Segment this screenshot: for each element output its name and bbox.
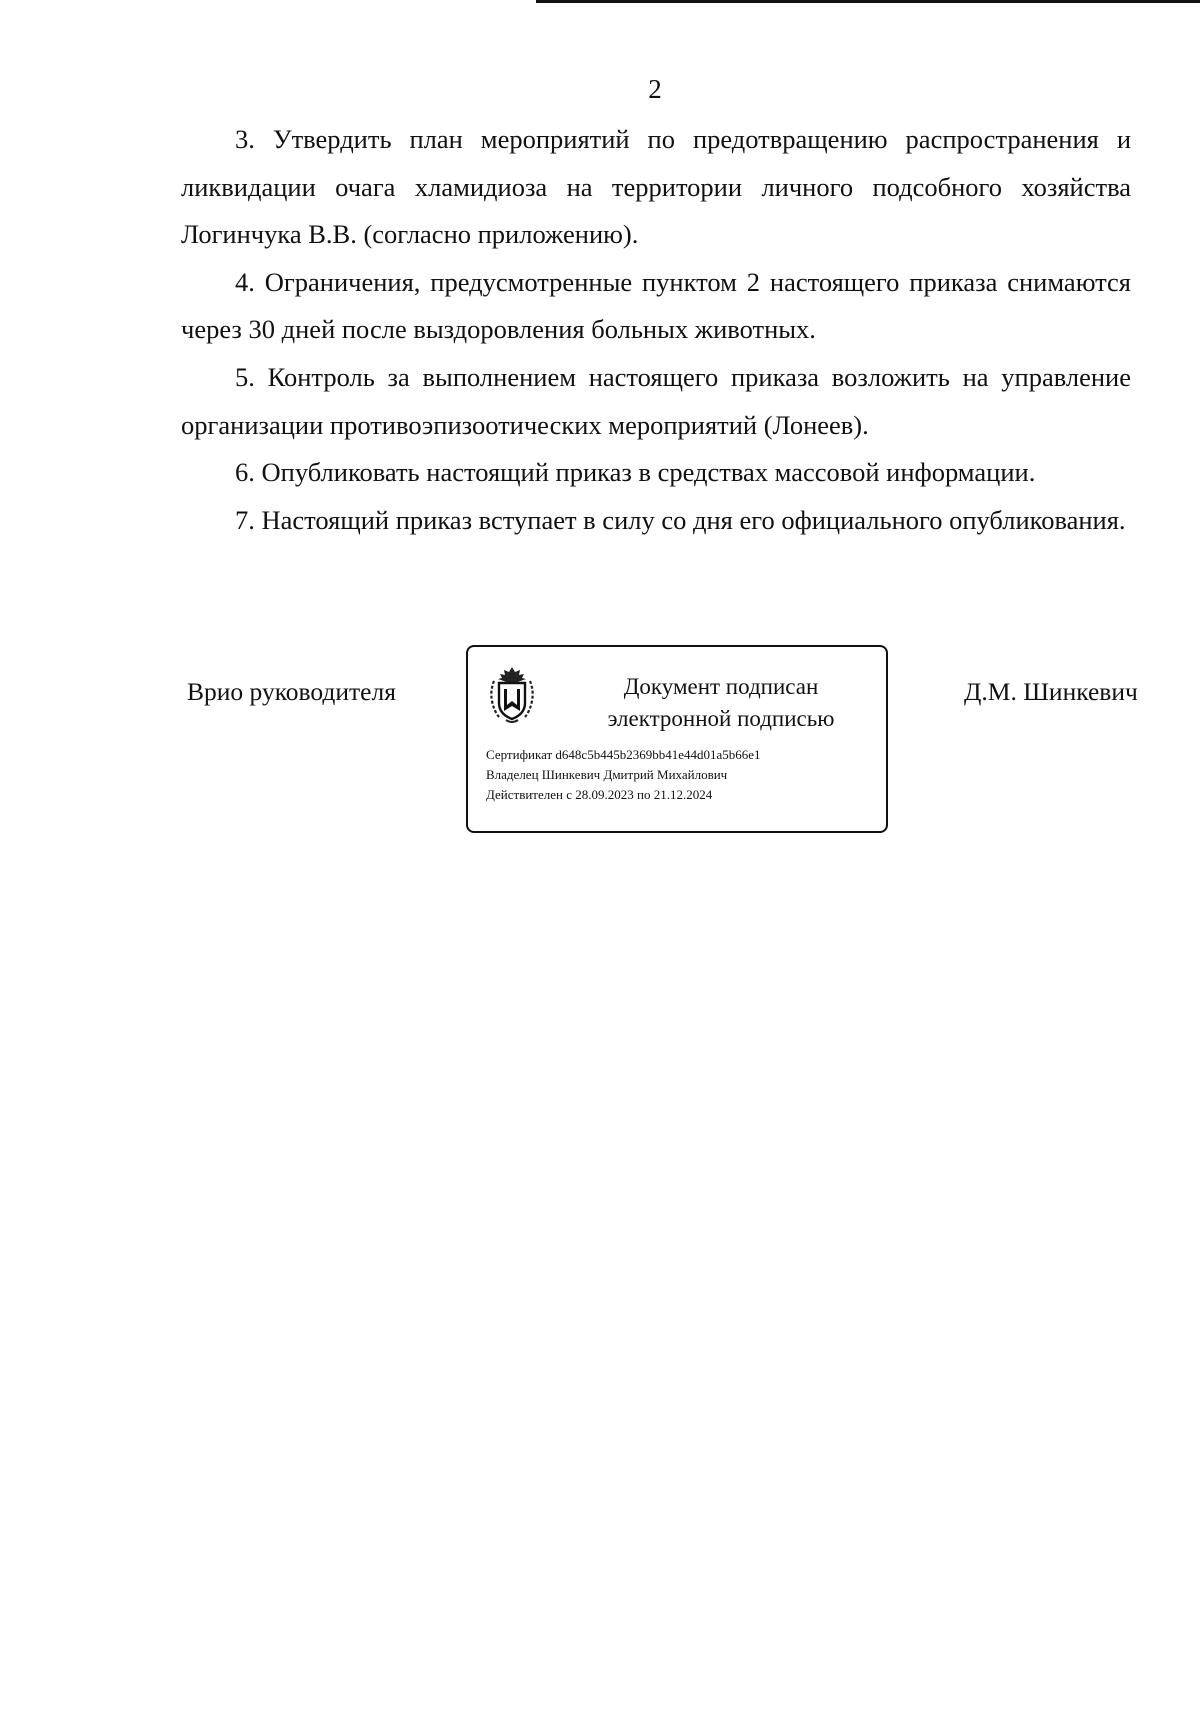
certificate-validity: Действителен с 28.09.2023 по 21.12.2024 — [486, 787, 713, 802]
signer-name: Д.М. Шинкевич — [964, 677, 1138, 706]
certificate-number: Сертификат d648c5b445b2369bb41e44d01a5b66e1 — [486, 747, 761, 762]
paragraph-4: 4. Ограничения, предусмотренные пунктом 2 настоящего приказа снимаются через 30 дней после выздоровления больных животных. — [181, 266, 1131, 345]
top-border-line — [536, 0, 1200, 3]
stamp-details — [486, 745, 761, 805]
paragraph-3: 3. Утвердить план мероприятий по предотвращению распространения и ликвидации очага хламидиоза на территории личного подсобного хозяйства Логинчука В.В. (согласно приложению). — [181, 124, 1131, 250]
page-number: 2 — [648, 74, 662, 104]
stamp-title-line2: электронной подписью — [607, 706, 835, 731]
coat-of-arms-icon — [486, 665, 538, 725]
paragraph-5: 5. Контроль за выполнением настоящего приказа возложить на управление организации противоэпизоотических мероприятий (Лонеев). — [181, 361, 1131, 440]
paragraph-6: 6. Опубликовать настоящий приказ в средствах массовой информации. — [235, 457, 1036, 488]
stamp-title — [586, 671, 856, 735]
stamp-title-line1: Документ подписан — [623, 674, 819, 699]
signature-block — [0, 645, 1200, 845]
certificate-owner: Владелец Шинкевич Дмитрий Михайлович — [486, 767, 728, 782]
signer-role: Врио руководителя — [187, 677, 396, 706]
paragraph-7: 7. Настоящий приказ вступает в силу со дня его официального опубликования. — [235, 504, 1126, 535]
document-body — [181, 116, 1131, 544]
electronic-signature-stamp — [466, 645, 888, 833]
